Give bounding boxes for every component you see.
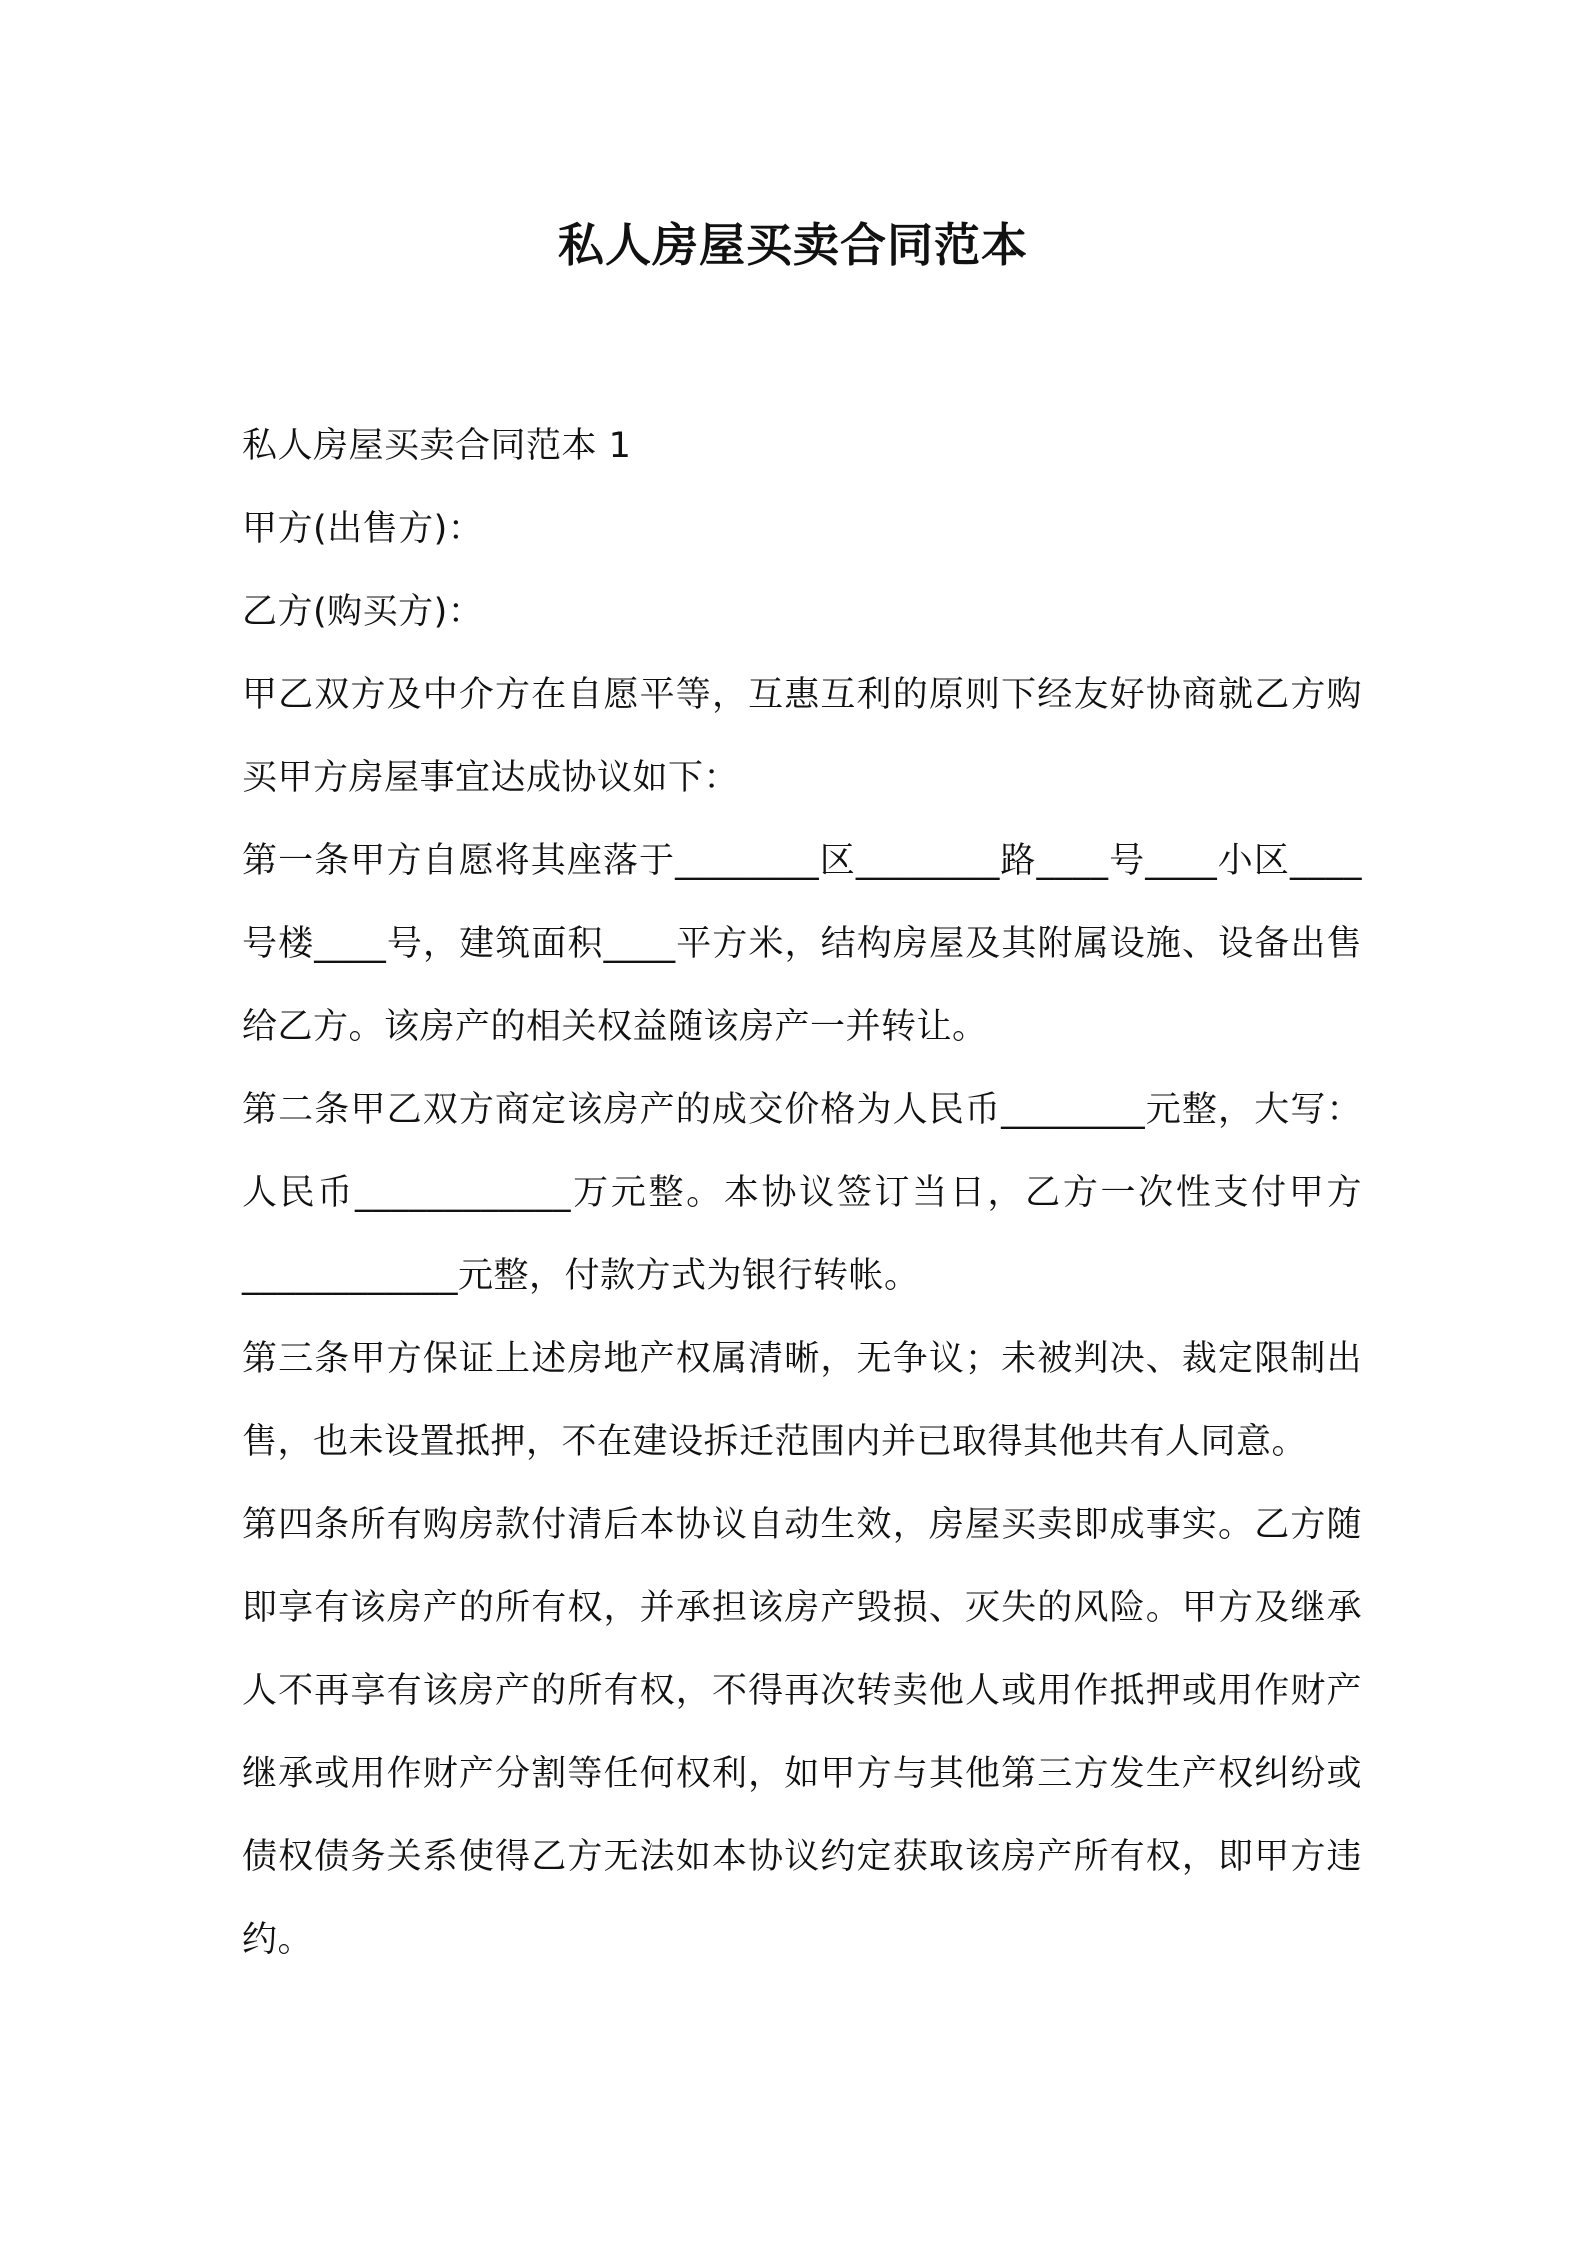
article-2-paragraph: 第二条甲乙双方商定该房产的成交价格为人民币________元整，大写：人民币____________万元整。本协议签订当日，乙方一次性支付甲方____________元整，付款方式为银行转帐。 [242, 1090, 1362, 1296]
document-body [242, 405, 1362, 1982]
party-a-line: 甲方(出售方)： [242, 509, 484, 549]
preamble-paragraph: 甲乙双方及中介方在自愿平等，互惠互利的原则下经友好协商就乙方购买甲方房屋事宜达成协议如下： [242, 675, 1362, 798]
subtitle-paragraph: 私人房屋买卖合同范本 1 [242, 426, 632, 466]
party-b-line: 乙方(购买方)： [242, 592, 484, 632]
document-title: 私人房屋买卖合同范本 [558, 218, 1028, 272]
article-4-paragraph: 第四条所有购房款付清后本协议自动生效，房屋买卖即成事实。乙方随即享有该房产的所有权，并承担该房产毁损、灭失的风险。甲方及继承人不再享有该房产的所有权，不得再次转卖他人或用作抵押或用作财产继承或用作财产分割等任何权利，如甲方与其他第三方发生产权纠纷或债权债务关系使得乙方无法如本协议约定获取该房产所有权，即甲方违约。 [242, 1505, 1362, 1960]
article-3-paragraph: 第三条甲方保证上述房地产权属清晰，无争议；未被判决、裁定限制出售，也未设置抵押，不在建设拆迁范围内并已取得其他共有人同意。 [242, 1339, 1362, 1462]
article-1-paragraph: 第一条甲方自愿将其座落于________区________路____号____小区____号楼____号，建筑面积____平方米，结构房屋及其附属设施、设备出售给乙方。该房产的相关权益随该房产一并转让。 [242, 841, 1362, 1047]
